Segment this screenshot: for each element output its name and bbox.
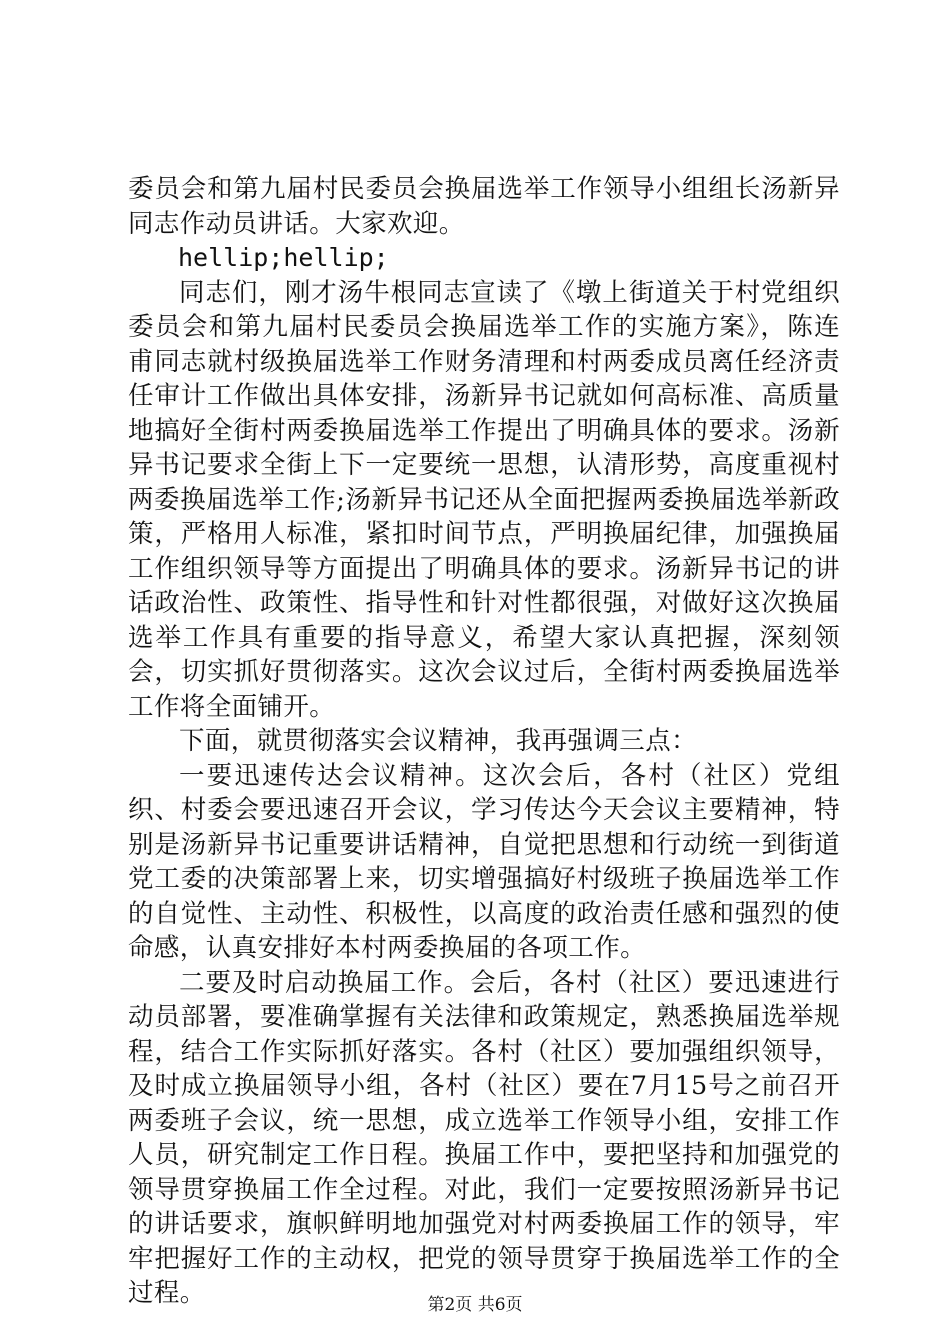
paragraph-summary: 同志们，刚才汤牛根同志宣读了《墩上街道关于村党组织委员会和第九届村民委员会换届选举工作的实施方案》，陈连甫同志就村级换届选举工作财务清理和村两委成员离任经济责任审计工作做出具体安排，汤新异书记就如何高标准、高质量地搞好全街村两委换届选举工作提出了明确具体的要求。汤新异书记要求全街上下一定要统一思想，认清形势，高度重视村两委换届选举工作;汤新异书记还从全面把握两委换届选举新政策，严格用人标准，紧扣时间节点，严明换届纪律，加强换届工作组织领导等方面提出了明确具体的要求。汤新异书记的讲话政治性、政策性、指导性和针对性都很强，对做好这次换届选举工作具有重要的指导意义，希望大家认真把握，深刻领会，切实抓好贯彻落实。这次会议过后，全街村两委换届选举工作将全面铺开。 — [128, 277, 840, 722]
page-number-footer: 第2页 共6页 — [427, 1295, 523, 1315]
paragraph-ellipsis: hellip;hellip; — [178, 243, 389, 272]
paragraph-continuation: 委员会和第九届村民委员会换届选举工作领导小组组长汤新异同志作动员讲话。大家欢迎。 — [128, 174, 840, 239]
paragraph-point-two: 二要及时启动换届工作。会后，各村（社区）要迅速进行动员部署，要准确掌握有关法律和政策规定，熟悉换届选举规程，结合工作实际抓好落实。各村（社区）要加强组织领导，及时成立换届领导小组，各村（社区）要在7月15号之前召开两委班子会议，统一思想，成立选举工作领导小组，安排工作人员，研究制定工作日程。换届工作中，要把坚持和加强党的领导贯穿换届工作全过程。对此，我们一定要按照汤新异书记的讲话要求，旗帜鲜明地加强党对村两委换届工作的领导，牢牢把握好工作的主动权，把党的领导贯穿于换届选举工作的全过程。 — [128, 967, 840, 1308]
paragraph-transition: 下面，就贯彻落实会议精神，我再强调三点： — [179, 726, 698, 756]
document-body — [128, 172, 840, 1311]
paragraph-point-one: 一要迅速传达会议精神。这次会后，各村（社区）党组织、村委会要迅速召开会议，学习传达今天会议主要精神，特别是汤新异书记重要讲话精神，自觉把思想和行动统一到街道党工委的决策部署上来，切实增强搞好村级班子换届选举工作的自觉性、主动性、积极性，以高度的政治责任感和强烈的使命感，认真安排好本村两委换届的各项工作。 — [128, 760, 840, 963]
